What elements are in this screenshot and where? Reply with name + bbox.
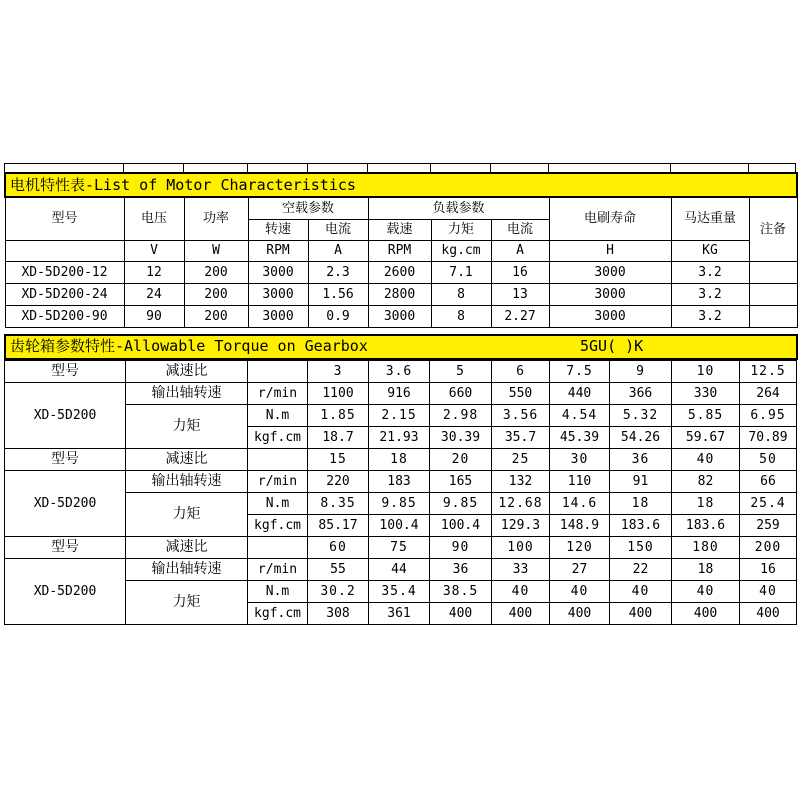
gearbox-ratio-value: 120 (550, 536, 610, 558)
gearbox-speed-value: 165 (430, 470, 492, 492)
motor-header-load-current: 电流 (491, 219, 549, 240)
gearbox-nm-value: 3.56 (492, 404, 550, 426)
gearbox-ratio-value: 20 (430, 448, 492, 470)
gearbox-nm-unit: N.m (248, 404, 308, 426)
gearbox-kgf-value: 21.93 (369, 426, 430, 448)
motor-current: 0.9 (308, 305, 368, 327)
gearbox-ratio-unit-blank (248, 448, 308, 470)
gearbox-nm-value: 40 (610, 580, 672, 602)
gearbox-speed-value: 440 (550, 382, 610, 404)
gearbox-speed-value: 1100 (308, 382, 369, 404)
gearbox-speed-value: 55 (308, 558, 369, 580)
motor-header-speed: 转速 (248, 219, 308, 240)
gearbox-nm-value: 8.35 (308, 492, 369, 514)
motor-torque: 8 (431, 283, 491, 305)
gearbox-kgf-unit: kgf.cm (248, 514, 308, 536)
motor-unit-load-amp: A (491, 240, 549, 261)
gearbox-kgf-value: 400 (550, 602, 610, 624)
gearbox-speed-value: 110 (550, 470, 610, 492)
gearbox-ratio-unit-blank (248, 360, 308, 382)
motor-row (5, 283, 797, 305)
motor-voltage: 24 (124, 283, 184, 305)
gearbox-kgf-value: 183.6 (672, 514, 740, 536)
motor-unit-blank (5, 240, 124, 261)
gearbox-speed-unit: r/min (248, 470, 308, 492)
gearbox-ratio-label: 减速比 (126, 536, 248, 558)
motor-power: 200 (184, 283, 248, 305)
motor-unit-load-rpm: RPM (368, 240, 431, 261)
gearbox-ratio-row (5, 536, 797, 558)
gearbox-model-label: 型号 (5, 360, 126, 382)
gearbox-kgf-value: 45.39 (550, 426, 610, 448)
motor-rpm: 3000 (248, 283, 308, 305)
gearbox-speed-unit: r/min (248, 558, 308, 580)
gearbox-nm-value: 2.15 (369, 404, 430, 426)
gearbox-ratio-value: 10 (672, 360, 740, 382)
gearbox-speed-row (5, 558, 797, 580)
gearbox-speed-value: 82 (672, 470, 740, 492)
motor-load-rpm: 2600 (368, 261, 431, 283)
gearbox-kgf-value: 400 (610, 602, 672, 624)
gearbox-ratio-value: 90 (430, 536, 492, 558)
gearbox-kgf-value: 18.7 (308, 426, 369, 448)
motor-row (5, 305, 797, 327)
gearbox-kgf-value: 100.4 (430, 514, 492, 536)
motor-header-torque: 力矩 (431, 219, 491, 240)
gearbox-nm-value: 40 (550, 580, 610, 602)
gearbox-nm-value: 4.54 (550, 404, 610, 426)
gearbox-speed-value: 183 (369, 470, 430, 492)
motor-unit-amp: A (308, 240, 368, 261)
motor-voltage: 90 (124, 305, 184, 327)
motor-rpm: 3000 (248, 305, 308, 327)
gearbox-kgf-value: 59.67 (672, 426, 740, 448)
gearbox-speed-value: 22 (610, 558, 672, 580)
gearbox-speed-value: 916 (369, 382, 430, 404)
gearbox-out-speed-label: 输出轴转速 (126, 382, 248, 404)
gearbox-nm-value: 25.4 (740, 492, 797, 514)
motor-life: 3000 (549, 305, 671, 327)
gearbox-ratio-value: 60 (308, 536, 369, 558)
motor-voltage: 12 (124, 261, 184, 283)
motor-unit-torque: kg.cm (431, 240, 491, 261)
gearbox-kgf-value: 308 (308, 602, 369, 624)
gearbox-nm-unit: N.m (248, 492, 308, 514)
motor-header-load: 负载参数 (368, 197, 549, 219)
gearbox-model-label: 型号 (5, 536, 126, 558)
motor-unit-rpm: RPM (248, 240, 308, 261)
gearbox-ratio-value: 40 (672, 448, 740, 470)
motor-torque: 7.1 (431, 261, 491, 283)
motor-model: XD-5D200-90 (5, 305, 124, 327)
gearbox-nm-value: 18 (672, 492, 740, 514)
gearbox-speed-value: 132 (492, 470, 550, 492)
gearbox-ratio-value: 150 (610, 536, 672, 558)
gearbox-ratio-value: 5 (430, 360, 492, 382)
gearbox-ratio-value: 36 (610, 448, 672, 470)
gearbox-ratio-value: 3.6 (369, 360, 430, 382)
motor-unit-power: W (184, 240, 248, 261)
gearbox-torque-table (4, 334, 798, 360)
gearbox-kgf-unit: kgf.cm (248, 602, 308, 624)
gearbox-kgf-value: 85.17 (308, 514, 369, 536)
motor-power: 200 (184, 305, 248, 327)
gearbox-nm-value: 38.5 (430, 580, 492, 602)
motor-note (749, 261, 797, 283)
motor-row (5, 261, 797, 283)
gearbox-body (4, 360, 797, 625)
gearbox-speed-value: 220 (308, 470, 369, 492)
motor-rpm: 3000 (248, 261, 308, 283)
motor-header-brush-life: 电刷寿命 (549, 197, 671, 240)
gearbox-nm-value: 12.68 (492, 492, 550, 514)
gearbox-model-label: 型号 (5, 448, 126, 470)
motor-unit-kg: KG (671, 240, 749, 261)
motor-unit-hours: H (549, 240, 671, 261)
gearbox-nm-value: 40 (672, 580, 740, 602)
gearbox-torque-label: 力矩 (126, 404, 248, 448)
gearbox-ratio-value: 7.5 (550, 360, 610, 382)
gearbox-kgf-value: 70.89 (740, 426, 797, 448)
gearbox-speed-value: 264 (740, 382, 797, 404)
gearbox-nm-value: 5.85 (672, 404, 740, 426)
motor-life: 3000 (549, 283, 671, 305)
motor-unit-voltage: V (124, 240, 184, 261)
motor-weight: 3.2 (671, 261, 749, 283)
gearbox-kgf-value: 183.6 (610, 514, 672, 536)
motor-weight: 3.2 (671, 305, 749, 327)
gearbox-kgf-value: 259 (740, 514, 797, 536)
gearbox-kgf-value: 129.3 (492, 514, 550, 536)
motor-current: 1.56 (308, 283, 368, 305)
motor-header-noload: 空载参数 (248, 197, 368, 219)
gearbox-ratio-value: 100 (492, 536, 550, 558)
gearbox-speed-value: 18 (672, 558, 740, 580)
gearbox-speed-value: 366 (610, 382, 672, 404)
gearbox-ratio-value: 180 (672, 536, 740, 558)
motor-note (749, 283, 797, 305)
gearbox-nm-value: 6.95 (740, 404, 797, 426)
gearbox-model-value: XD-5D200 (5, 382, 126, 448)
gearbox-kgf-value: 400 (430, 602, 492, 624)
motor-current: 2.3 (308, 261, 368, 283)
gearbox-out-speed-label: 输出轴转速 (126, 558, 248, 580)
top-rule (4, 163, 796, 172)
gearbox-table-title (5, 335, 797, 359)
gearbox-nm-value: 35.4 (369, 580, 430, 602)
gearbox-kgf-unit: kgf.cm (248, 426, 308, 448)
gearbox-nm-value: 9.85 (369, 492, 430, 514)
motor-header-power: 功率 (184, 197, 248, 240)
motor-torque: 8 (431, 305, 491, 327)
gearbox-kgf-value: 361 (369, 602, 430, 624)
gearbox-kgf-value: 54.26 (610, 426, 672, 448)
gearbox-kgf-value: 148.9 (550, 514, 610, 536)
spec-sheet (4, 163, 796, 625)
gearbox-ratio-row (5, 448, 797, 470)
gearbox-speed-value: 550 (492, 382, 550, 404)
gearbox-ratio-value: 12.5 (740, 360, 797, 382)
gearbox-kgf-value: 400 (740, 602, 797, 624)
gearbox-model-code: 5GU( )K (580, 337, 644, 355)
motor-life: 3000 (549, 261, 671, 283)
gearbox-kgf-value: 35.7 (492, 426, 550, 448)
gearbox-speed-value: 36 (430, 558, 492, 580)
gearbox-kgf-value: 30.39 (430, 426, 492, 448)
gearbox-kgf-value: 100.4 (369, 514, 430, 536)
motor-load-rpm: 2800 (368, 283, 431, 305)
gearbox-speed-value: 27 (550, 558, 610, 580)
gearbox-speed-row (5, 470, 797, 492)
gearbox-out-speed-label: 输出轴转速 (126, 470, 248, 492)
gearbox-ratio-label: 减速比 (126, 360, 248, 382)
gearbox-speed-row (5, 382, 797, 404)
gearbox-ratio-value: 30 (550, 448, 610, 470)
gearbox-ratio-value: 18 (369, 448, 430, 470)
gearbox-speed-value: 33 (492, 558, 550, 580)
gearbox-nm-value: 18 (610, 492, 672, 514)
motor-weight: 3.2 (671, 283, 749, 305)
gearbox-speed-value: 91 (610, 470, 672, 492)
gearbox-ratio-value: 3 (308, 360, 369, 382)
gearbox-ratio-value: 15 (308, 448, 369, 470)
gearbox-ratio-value: 50 (740, 448, 797, 470)
motor-header-note: 注备 (749, 197, 797, 261)
gearbox-speed-unit: r/min (248, 382, 308, 404)
gearbox-nm-value: 9.85 (430, 492, 492, 514)
motor-load-current: 2.27 (491, 305, 549, 327)
gearbox-speed-value: 660 (430, 382, 492, 404)
gearbox-model-value: XD-5D200 (5, 470, 126, 536)
motor-table-title: 电机特性表-List of Motor Characteristics (5, 173, 797, 197)
gearbox-ratio-row (5, 360, 797, 382)
gearbox-ratio-value: 75 (369, 536, 430, 558)
gearbox-nm-value: 5.32 (610, 404, 672, 426)
motor-header-load-speed: 载速 (368, 219, 431, 240)
motor-header-model: 型号 (5, 197, 124, 240)
gearbox-nm-unit: N.m (248, 580, 308, 602)
motor-load-current: 13 (491, 283, 549, 305)
gearbox-ratio-value: 9 (610, 360, 672, 382)
gearbox-speed-value: 330 (672, 382, 740, 404)
motor-header-current: 电流 (308, 219, 368, 240)
motor-model: XD-5D200-12 (5, 261, 124, 283)
motor-note (749, 305, 797, 327)
gearbox-kgf-value: 400 (672, 602, 740, 624)
gearbox-torque-label: 力矩 (126, 580, 248, 624)
motor-power: 200 (184, 261, 248, 283)
gearbox-kgf-value: 400 (492, 602, 550, 624)
motor-load-current: 16 (491, 261, 549, 283)
gearbox-ratio-value: 25 (492, 448, 550, 470)
motor-model: XD-5D200-24 (5, 283, 124, 305)
gearbox-ratio-unit-blank (248, 536, 308, 558)
gearbox-ratio-value: 6 (492, 360, 550, 382)
gearbox-title-text: 齿轮箱参数特性-Allowable Torque on Gearbox (10, 337, 368, 355)
gearbox-ratio-value: 200 (740, 536, 797, 558)
gearbox-nm-value: 14.6 (550, 492, 610, 514)
motor-characteristics-table (4, 172, 798, 328)
gearbox-nm-value: 2.98 (430, 404, 492, 426)
gearbox-nm-value: 1.85 (308, 404, 369, 426)
gearbox-torque-label: 力矩 (126, 492, 248, 536)
gearbox-nm-value: 40 (740, 580, 797, 602)
gearbox-ratio-label: 减速比 (126, 448, 248, 470)
gearbox-model-value: XD-5D200 (5, 558, 126, 624)
motor-header-voltage: 电压 (124, 197, 184, 240)
gearbox-speed-value: 16 (740, 558, 797, 580)
gearbox-nm-value: 30.2 (308, 580, 369, 602)
gearbox-speed-value: 66 (740, 470, 797, 492)
motor-load-rpm: 3000 (368, 305, 431, 327)
motor-header-weight: 马达重量 (671, 197, 749, 240)
gearbox-speed-value: 44 (369, 558, 430, 580)
gearbox-nm-value: 40 (492, 580, 550, 602)
